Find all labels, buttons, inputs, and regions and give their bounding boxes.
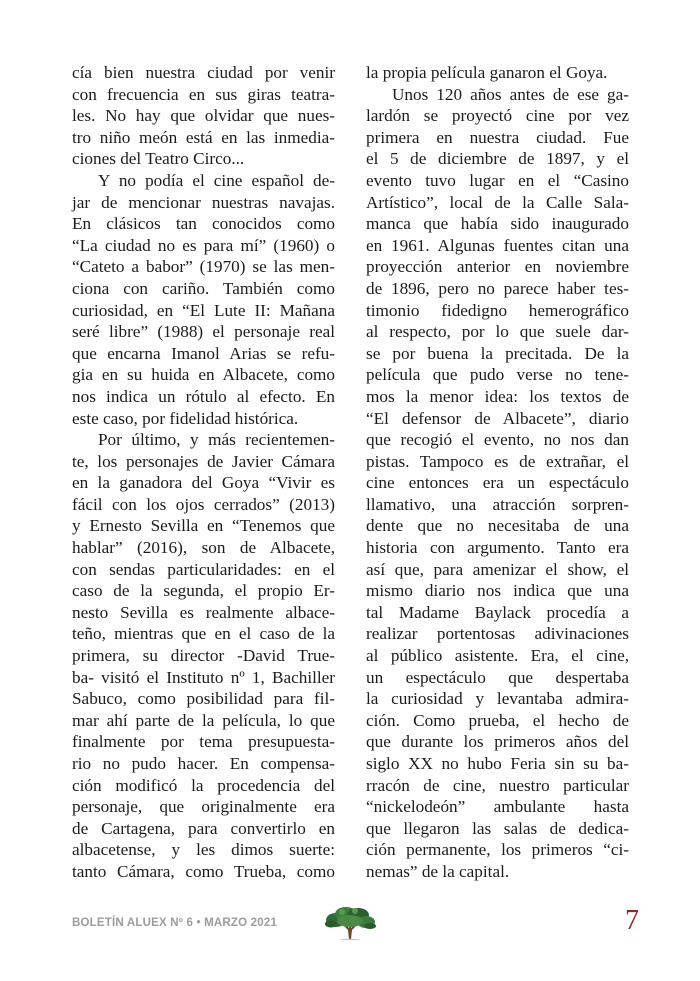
text-line: ción permanente, los primeros “ci- xyxy=(366,840,629,860)
text-line: la curiosidad y levantaba admira- xyxy=(366,689,629,709)
text-line: con sendas particularidades: en el xyxy=(72,559,335,579)
text-line: realizar portentosas adivinaciones xyxy=(366,624,629,644)
text-line: y Ernesto Sevilla en “Tenemos que xyxy=(72,516,335,536)
text-line: de Cartagena, para convertirlo en xyxy=(72,818,335,838)
text-line: caso de la segunda, el propio Er- xyxy=(72,581,335,601)
text-line: dente que no necesitaba de una xyxy=(366,516,629,536)
text-line: teño, mientras que en el caso de la xyxy=(72,624,335,644)
text-line: pistas. Tampoco es de extrañar, el xyxy=(366,451,629,471)
text-line: nesto Sevilla es realmente albace- xyxy=(72,602,335,622)
text-line: rio no pudo hacer. En compensa- xyxy=(72,754,335,773)
text-line: un espectáculo que despertaba xyxy=(366,667,629,687)
text-line: “La ciudad no es para mí” (1960) o xyxy=(72,235,335,255)
text-line: primera en nuestra ciudad. Fue xyxy=(366,127,629,147)
tree-icon xyxy=(322,904,378,940)
text-line: seré libre” (1988) el personaje real xyxy=(72,322,335,342)
text-line: fácil con los ojos cerrados” (2013) xyxy=(72,494,335,514)
text-line: rracón de cine, nuestro particular xyxy=(366,775,629,795)
text-line: mos la menor idea: los textos de xyxy=(366,386,629,406)
text-line: ciona con cariño. También como xyxy=(72,278,335,298)
text-line: jar de mencionar nuestras navajas. xyxy=(72,192,335,212)
text-line: así que, para amenizar el show, el xyxy=(366,559,629,579)
text-line: hablar” (2016), son de Albacete, xyxy=(72,538,335,558)
text-line: manca que había sido inaugurado xyxy=(366,214,629,234)
text-line: nos indica un rótulo al efecto. En xyxy=(72,386,335,406)
text-line: cía bien nuestra ciudad por venir xyxy=(72,63,335,82)
text-line: ción. Como prueba, el hecho de xyxy=(366,710,629,730)
text-line: el 5 de diciembre de 1897, y el xyxy=(366,149,629,169)
text-line: siglo XX no hubo Feria sin su ba- xyxy=(366,754,629,773)
text-line: al respecto, por lo que suele dar- xyxy=(366,322,629,342)
text-line: personaje, que originalmente era xyxy=(72,797,335,817)
text-line: con frecuencia en sus giras teatra- xyxy=(72,84,335,104)
text-line: ción modificó la procedencia del xyxy=(72,775,335,795)
text-line: que llegaron las salas de dedica- xyxy=(366,818,629,838)
text-line: se por buena la precitada. De la xyxy=(366,343,629,363)
text-line: la propia película ganaron el Goya. xyxy=(366,63,608,82)
text-line: que durante los primeros años del xyxy=(366,732,629,752)
text-line: “Cateto a babor” (1970) se las men- xyxy=(72,257,335,277)
text-line: tal Madame Baylack procedía a xyxy=(366,602,629,622)
text-line: Unos 120 años antes de ese ga- xyxy=(392,84,629,104)
text-line: te, los personajes de Javier Cámara xyxy=(72,451,335,471)
left-text-column xyxy=(72,62,335,883)
text-line: película que pudo verse no tene- xyxy=(366,365,629,385)
text-line: finalmente por tema presupuesta- xyxy=(72,732,335,752)
text-line: este caso, por fidelidad histórica. xyxy=(72,408,299,428)
text-line: de 1896, pero no parece haber tes- xyxy=(366,278,629,298)
text-line: en la ganadora del Goya “Vivir es xyxy=(72,473,335,493)
text-line: ba- visitó el Instituto nº 1, Bachiller xyxy=(72,667,335,687)
text-line: historia con argumento. Tanto era xyxy=(366,538,629,558)
text-line: les. No hay que olvidar que nues- xyxy=(72,106,335,126)
text-line: ciones del Teatro Circo... xyxy=(72,149,245,169)
page-number: 7 xyxy=(625,905,639,936)
text-line: tanto Cámara, como Trueba, como xyxy=(72,861,335,881)
text-line: Por último, y más recientemen- xyxy=(98,430,335,450)
right-text-column xyxy=(366,62,629,883)
text-line: que recogió el evento, no nos dan xyxy=(366,430,629,450)
text-line: nemas” de la capital. xyxy=(366,861,510,881)
publication-footer-title: BOLETÍN ALUEX Nº 6 • MARZO 2021 xyxy=(72,917,278,929)
text-line: En clásicos tan conocidos como xyxy=(72,214,335,234)
text-line: timonio fidedigno hemerográfico xyxy=(366,300,629,320)
text-line: proyección anterior en noviembre xyxy=(366,257,629,277)
text-line: lardón se proyectó cine por vez xyxy=(366,106,629,126)
text-line: llamativo, una atracción sorpren- xyxy=(366,494,629,514)
text-line: gia en su huida en Albacete, como xyxy=(72,365,335,385)
text-line: Sabuco, como posibilidad para fil- xyxy=(72,689,335,709)
text-line: evento tuvo lugar en el “Casino xyxy=(366,170,629,190)
text-line: Y no podía el cine español de- xyxy=(98,170,335,190)
text-line: “El defensor de Albacete”, diario xyxy=(366,408,629,428)
text-line: cine entonces era un espectáculo xyxy=(366,473,629,493)
text-line: mar ahí parte de la película, lo que xyxy=(72,710,335,730)
text-line: albacetense, y les dimos suerte: xyxy=(72,840,335,860)
text-line: mismo diario nos indica que una xyxy=(366,581,629,601)
text-line: curiosidad, en “El Lute II: Mañana xyxy=(72,300,335,320)
text-line: tro niño meón está en las inmedia- xyxy=(72,127,335,147)
text-line: que encarna Imanol Arias se refu- xyxy=(72,343,335,363)
text-line: al público asistente. Era, el cine, xyxy=(366,646,629,666)
text-line: en 1961. Algunas fuentes citan una xyxy=(366,235,629,255)
text-line: Artístico”, local de la Calle Sala- xyxy=(366,192,629,212)
text-line: primera, su director -David True- xyxy=(72,646,335,666)
text-line: “nickelodeón” ambulante hasta xyxy=(366,797,629,817)
